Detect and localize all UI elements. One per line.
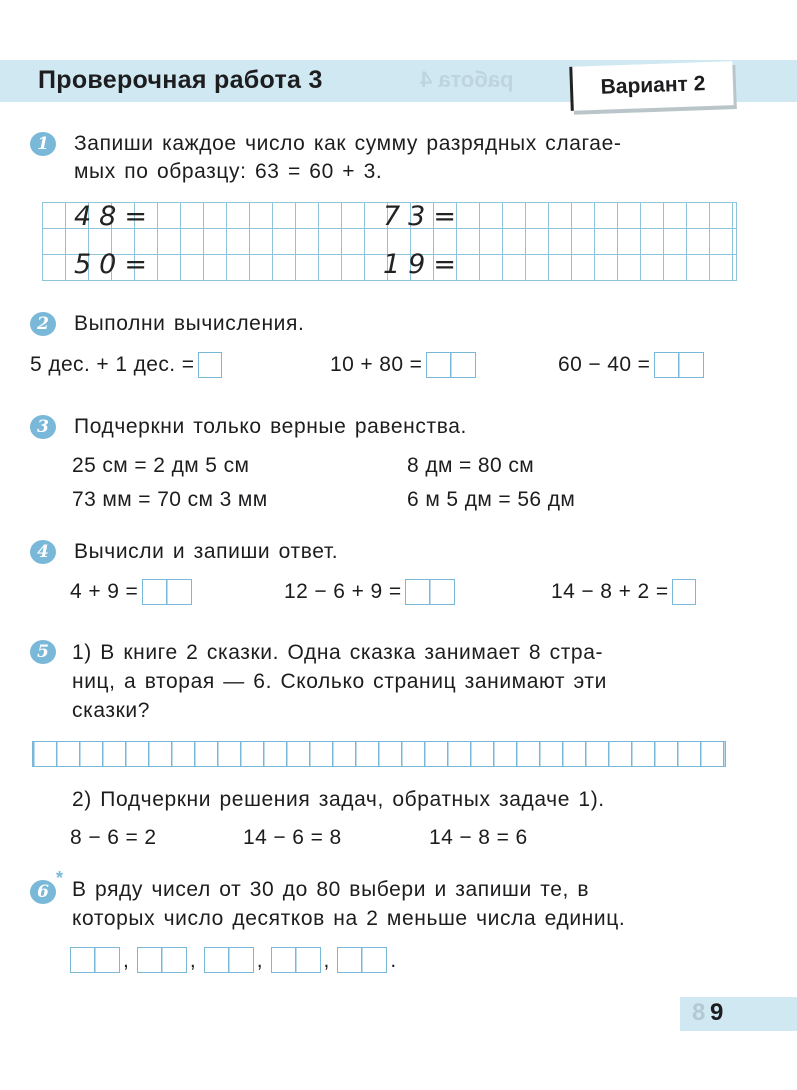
comma: , xyxy=(323,949,330,972)
task-5-solution-2[interactable]: 14 − 6 = 8 xyxy=(243,826,342,849)
task-5-part-1-line-1: 1) В книге 2 сказки. Одна сказка занимает 8 стра- xyxy=(72,641,604,664)
page-title: Проверочная работа 3 xyxy=(38,66,323,94)
task-2-number-icon: 2 xyxy=(30,312,56,336)
task-1-text-line-1: Запиши каждое число как сумму разрядных слагае- xyxy=(74,132,622,155)
task-1-text-line-2: мых по образцу: 63 = 60 + 3. xyxy=(74,160,383,183)
task-2-expression-2 xyxy=(330,351,476,379)
answer-box[interactable] xyxy=(672,579,696,605)
period: . xyxy=(390,949,397,972)
task-4-expression-1 xyxy=(70,578,192,606)
task-4-expression-2 xyxy=(284,578,455,606)
task-4-text: Вычисли и запиши ответ. xyxy=(74,540,339,563)
answer-box[interactable] xyxy=(654,352,704,378)
answer-box[interactable] xyxy=(137,947,187,973)
task-3-equality-1[interactable]: 25 см = 2 дм 5 см xyxy=(72,454,250,477)
answer-box[interactable] xyxy=(142,579,192,605)
answer-box[interactable] xyxy=(70,947,120,973)
task-5-number-icon: 5 xyxy=(30,640,56,664)
task-6-text-line-1: В ряду чисел от 30 до 80 выбери и запиши те, в xyxy=(72,878,590,901)
comma: , xyxy=(123,949,129,972)
bleed-through-page-number: 8 xyxy=(692,999,706,1026)
task-1-entry-50: 50= xyxy=(74,249,155,280)
task-1-entry-19: 19= xyxy=(383,249,464,280)
expression-text: 10 + 80 = xyxy=(330,353,423,376)
task-6-answer-row xyxy=(70,947,400,973)
task-6-text-line-2: которых число десятков на 2 меньше числа единиц. xyxy=(72,907,626,930)
task-5-answer-strip[interactable] xyxy=(32,741,726,767)
task-1-entry-48: 48= xyxy=(74,201,155,232)
answer-box[interactable] xyxy=(198,352,222,378)
task-6-star-icon: * xyxy=(56,868,64,888)
expression-text: 12 − 6 + 9 = xyxy=(284,580,402,603)
task-4-number-icon: 4 xyxy=(30,540,56,564)
task-5-part-1-line-2: ниц, а вторая — 6. Сколько страниц занимают эти xyxy=(72,670,607,693)
task-6-number-icon: 6 xyxy=(30,880,56,904)
comma: , xyxy=(189,949,196,972)
task-2-expression-3 xyxy=(558,351,704,379)
variant-label-box xyxy=(569,61,733,111)
task-5-solution-3[interactable]: 14 − 8 = 6 xyxy=(429,826,528,849)
task-1-number-icon: 1 xyxy=(30,132,56,156)
task-5-solution-1[interactable]: 8 − 6 = 2 xyxy=(70,826,157,849)
comma: , xyxy=(256,949,263,972)
answer-box[interactable] xyxy=(271,947,321,973)
task-1-entry-73: 73= xyxy=(383,201,464,232)
task-5-part-2-text: 2) Подчеркни решения задач, обратных задаче 1). xyxy=(72,788,605,811)
answer-box[interactable] xyxy=(405,579,455,605)
answer-box[interactable] xyxy=(204,947,254,973)
variant-label: Вариант 2 xyxy=(600,72,706,99)
page-number: 9 xyxy=(710,999,724,1026)
bleed-through-text: работа 4 xyxy=(420,67,514,92)
answer-box[interactable] xyxy=(426,352,476,378)
task-3-equality-4[interactable]: 6 м 5 дм = 56 дм xyxy=(407,488,576,511)
task-5-part-1-line-3: сказки? xyxy=(72,699,151,722)
task-4-expression-3 xyxy=(551,578,696,606)
expression-text: 4 + 9 = xyxy=(70,580,139,603)
task-2-expression-1 xyxy=(30,351,222,379)
task-3-text: Подчеркни только верные равенства. xyxy=(74,415,467,438)
task-3-equality-3[interactable]: 73 мм = 70 см 3 мм xyxy=(72,488,268,511)
expression-text: 60 − 40 = xyxy=(558,353,651,376)
expression-text: 14 − 8 + 2 = xyxy=(551,580,669,603)
task-2-text: Выполни вычисления. xyxy=(74,312,305,335)
expression-text: 5 дес. + 1 дес. = xyxy=(30,353,195,376)
answer-box[interactable] xyxy=(337,947,387,973)
task-3-equality-2[interactable]: 8 дм = 80 см xyxy=(407,454,535,477)
task-3-number-icon: 3 xyxy=(30,415,56,439)
